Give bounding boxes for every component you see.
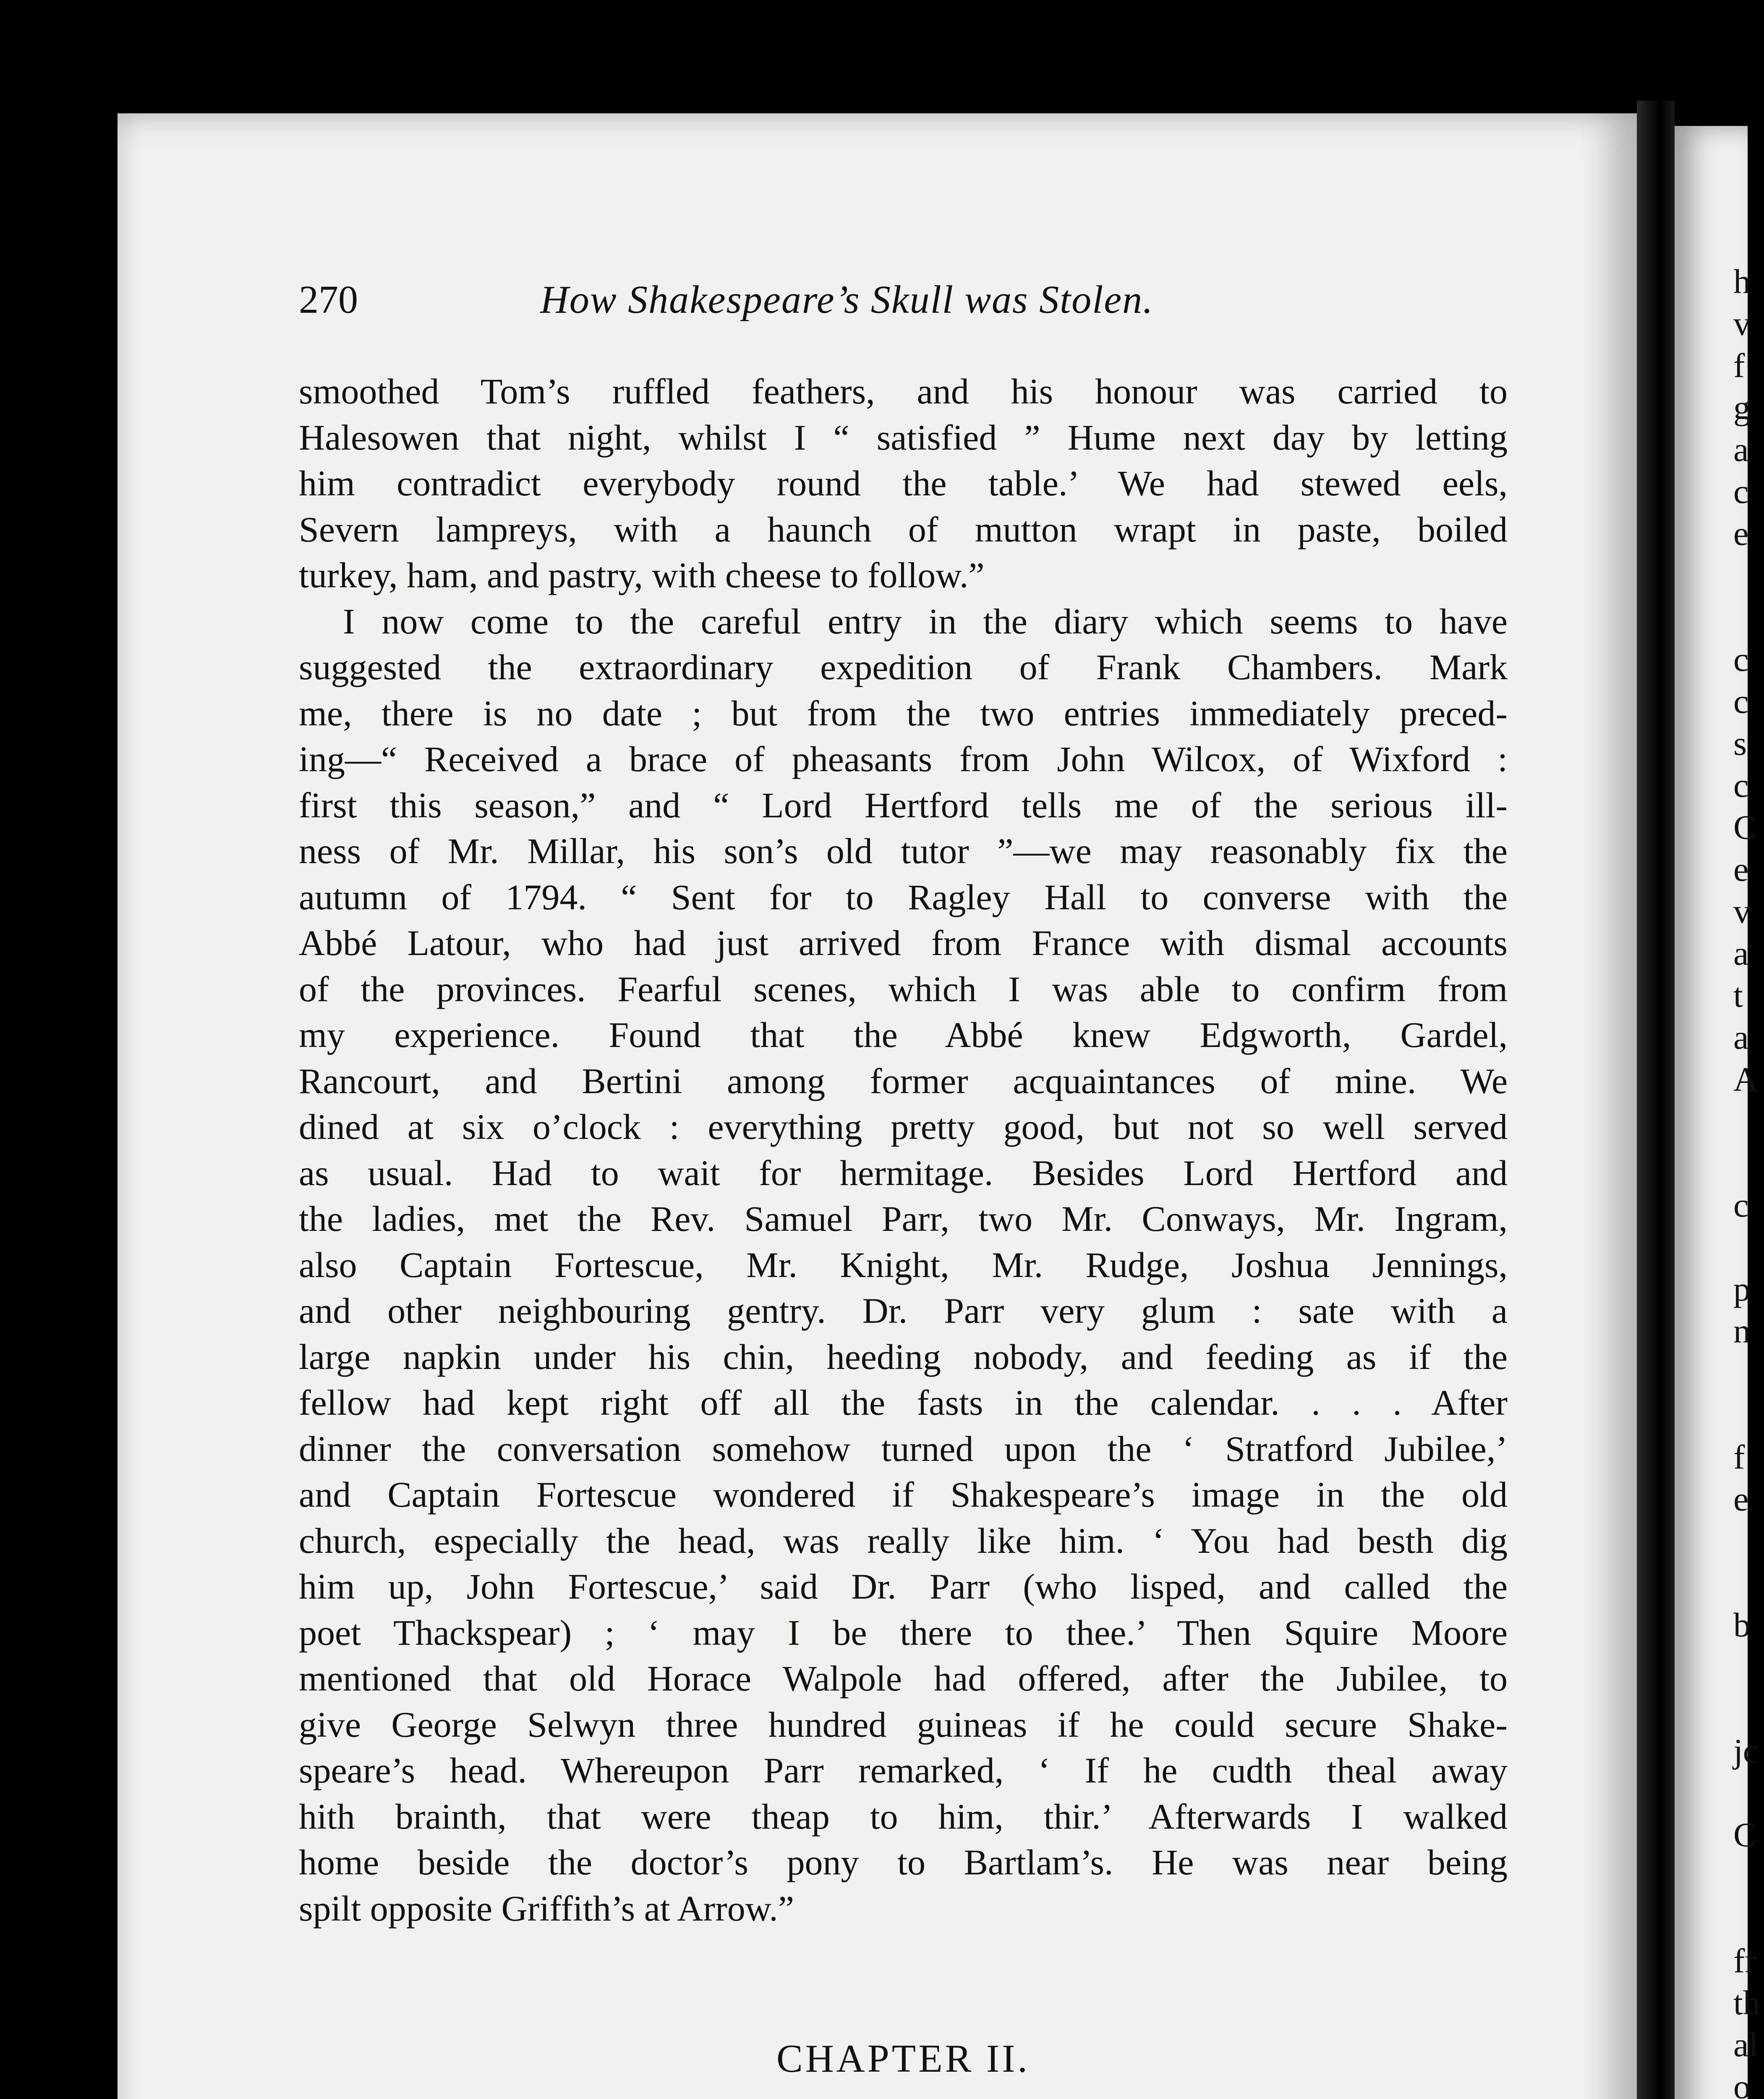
facing-page-letter: f (1733, 346, 1745, 385)
chapter-heading: CHAPTER II. (776, 2037, 1030, 2081)
text-line: mentioned that old Horace Walpole had offered, after the Jubilee, to (299, 1658, 1508, 1699)
text-line: the ladies, met the Rev. Samuel Parr, two Mr. Conways, Mr. Ingram, (299, 1199, 1508, 1239)
text-line: ing—“ Received a brace of pheasants from John Wilcox, of Wixford : (299, 739, 1508, 779)
facing-page-letter: f (1733, 1438, 1745, 1476)
facing-page-letter: C (1733, 1816, 1756, 1854)
facing-page-letter: c (1733, 766, 1749, 804)
text-line: give George Selwyn three hundred guineas if he could secure Shake- (299, 1704, 1508, 1745)
facing-page-letter: c (1733, 1186, 1749, 1224)
facing-page-edge (1675, 126, 1760, 2099)
facing-page-letter: fr (1733, 1942, 1756, 1980)
text-line: and Captain Fortescue wondered if Shakespeare’s image in the old (299, 1474, 1508, 1515)
page-number: 270 (299, 278, 358, 322)
body-text-top (299, 369, 1508, 1931)
facing-page-letter: C (1733, 808, 1756, 846)
text-line: poet Thackspear) ; ‘ may I be there to thee.’ Then Squire Moore (299, 1612, 1508, 1653)
facing-page-letter: g (1733, 388, 1751, 427)
facing-page-letter: c (1733, 682, 1749, 720)
facing-page-letter: e (1733, 850, 1749, 888)
facing-page-letter: c (1733, 472, 1749, 510)
book-gutter (1637, 101, 1675, 2099)
text-line: church, especially the head, was really like him. ‘ You had besth dig (299, 1520, 1508, 1561)
text-line: autumn of 1794. “ Sent for to Ragley Hall to converse with the (299, 877, 1508, 917)
text-line: of the provinces. Fearful scenes, which I was able to confirm from (299, 968, 1508, 1009)
facing-page-letter: e (1733, 1480, 1749, 1518)
facing-page-letter: s (1733, 724, 1747, 762)
facing-page-letter: e (1733, 514, 1749, 552)
facing-page-letter: th (1733, 1984, 1760, 2022)
text-line: first this season,” and “ Lord Hertford tells me of the serious ill- (299, 785, 1508, 825)
text-line: him up, John Fortescue,’ said Dr. Parr (who lisped, and called the (299, 1566, 1508, 1607)
text-line: as usual. Had to wait for hermitage. Besides Lord Hertford and (299, 1152, 1508, 1193)
text-line: him contradict everybody round the table.’ We had stewed eels, (299, 463, 1508, 503)
running-title: How Shakespeare’s Skull was Stolen. (540, 278, 1154, 322)
text-line: Rancourt, and Bertini among former acquaintances of mine. We (299, 1060, 1508, 1101)
facing-page-letter: b (1733, 1606, 1751, 1644)
facing-page-letter: v (1733, 304, 1751, 343)
text-line: fellow had kept right off all the fasts in the calendar. . . . After (299, 1382, 1508, 1423)
text-line: I now come to the careful entry in the diary which seems to have (343, 601, 1508, 641)
text-line: smoothed Tom’s ruffled feathers, and his honour was carried to (299, 371, 1508, 411)
text-line: Abbé Latour, who had just arrived from France with dismal accounts (299, 923, 1508, 963)
text-line: hith brainth, that were theap to him, thir.’ Afterwards I walked (299, 1796, 1508, 1837)
text-line: turkey, ham, and pastry, with cheese to follow.” (299, 555, 985, 595)
text-line: speare’s head. Whereupon Parr remarked, ‘ If he cudth theal away (299, 1750, 1508, 1790)
text-line: spilt opposite Griffith’s at Arrow.” (299, 1888, 794, 1929)
text-line: ness of Mr. Millar, his son’s old tutor ”—we may reasonably fix the (299, 831, 1508, 871)
text-line: Halesowen that night, whilst I “ satisfied ” Hume next day by letting (299, 417, 1508, 458)
facing-page-letter: n (1733, 1312, 1751, 1350)
text-line: suggested the extraordinary expedition of Frank Chambers. Mark (299, 647, 1508, 687)
facing-page-letter: jc (1733, 1732, 1759, 1770)
running-head (299, 277, 1508, 323)
text-line: dinner the conversation somehow turned upon the ‘ Stratford Jubilee,’ (299, 1428, 1508, 1469)
facing-page-letter: al (1733, 2026, 1759, 2064)
facing-page-letter: A (1733, 1060, 1759, 1098)
text-line: also Captain Fortescue, Mr. Knight, Mr. Rudge, Joshua Jennings, (299, 1244, 1508, 1285)
text-line: my experience. Found that the Abbé knew Edgworth, Gardel, (299, 1015, 1508, 1055)
facing-page-letter: a (1733, 430, 1749, 468)
text-line: me, there is no date ; but from the two entries immediately preced- (299, 693, 1508, 733)
facing-page-letter: a (1733, 934, 1749, 972)
text-line: large napkin under his chin, heeding nobody, and feeding as if the (299, 1336, 1508, 1377)
facing-page-letter: v (1733, 892, 1751, 930)
text-line: dined at six o’clock : everything pretty good, but not so well served (299, 1107, 1508, 1147)
facing-page-letter: p (1733, 1270, 1751, 1308)
text-line: and other neighbouring gentry. Dr. Parr very glum : sate with a (299, 1290, 1508, 1331)
facing-page-letter: o (1733, 2068, 1751, 2099)
facing-page-letter: h (1733, 262, 1751, 301)
text-line: home beside the doctor’s pony to Bartlam’s. He was near being (299, 1842, 1508, 1882)
facing-page-letter: c (1733, 640, 1749, 678)
facing-page-letter: t (1733, 976, 1743, 1014)
text-line: Severn lampreys, with a haunch of mutton wrapt in paste, boiled (299, 509, 1508, 550)
facing-page-letter: a (1733, 1018, 1749, 1056)
